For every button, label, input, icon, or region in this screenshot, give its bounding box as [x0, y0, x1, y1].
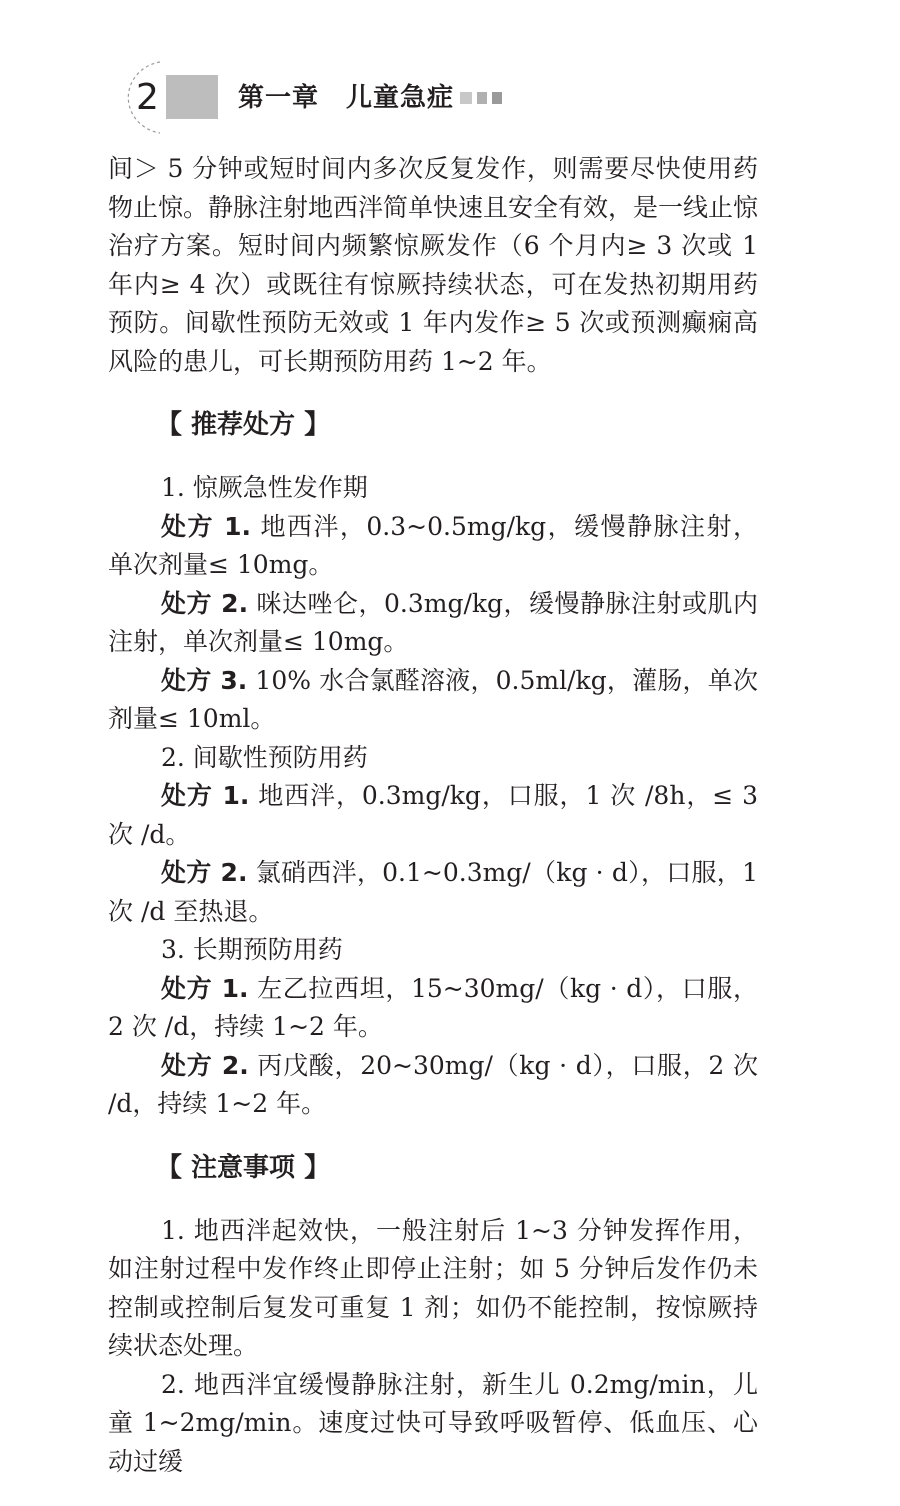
group-title: 1. 惊厥急性发作期 [161, 473, 368, 502]
page-number: 2 [136, 77, 159, 118]
note-item: 2. 地西泮宜缓慢静脉注射，新生儿 0.2mg/min，儿童 1~2mg/min。速度过快可导致呼吸暂停、低血压、心动过缓 [108, 1369, 758, 1476]
prescription-item [108, 970, 758, 1047]
square-2 [477, 92, 487, 104]
prescription-label: 处方 1. [161, 511, 252, 541]
page-body [108, 150, 758, 1481]
prescription-item [108, 508, 758, 585]
square-3 [492, 92, 502, 104]
prescription-item [108, 662, 758, 739]
prescription-label: 处方 2. [161, 858, 248, 887]
section-heading-notes: 【 注意事项 】 [156, 1152, 331, 1183]
prescription-text: 地西泮，0.3mg/kg，口服，1 次 /8h，≤ 3 次 /d。 [108, 781, 758, 849]
header-gray-tab [166, 75, 218, 119]
prescription-text: 丙戊酸，20~30mg/（kg · d），口服，2 次 /d，持续 1~2 年。 [108, 1050, 758, 1118]
group-title: 3. 长期预防用药 [161, 935, 343, 964]
prescription-text: 10% 水合氯醛溶液，0.5ml/kg，灌肠，单次剂量≤ 10ml。 [108, 665, 758, 733]
prescription-label: 处方 2. [161, 1050, 249, 1080]
prescription-text: 氯硝西泮，0.1~0.3mg/（kg · d），口服，1 次 /d 至热退。 [108, 858, 758, 926]
prescription-text: 地西泮，0.3~0.5mg/kg，缓慢静脉注射，单次剂量≤ 10mg。 [108, 511, 758, 579]
square-1 [460, 92, 472, 104]
section-heading-prescription: 【 推荐处方 】 [156, 410, 331, 440]
prescription-text: 左乙拉西坦，15~30mg/（kg · d），口服，2 次 /d，持续 1~2 年。 [108, 973, 758, 1041]
intro-paragraph: 间＞ 5 分钟或短时间内多次反复发作，则需要尽快使用药物止惊。静脉注射地西泮简单快速且安全有效，是一线止惊治疗方案。短时间内频繁惊厥发作（6 个月内≥ 3 次或 1 年内≥ 4 次）或既往有惊厥持续状态，可在发热初期用药预防。间歇性预防无效或 1 年内发作≥ 5 次或预测癫痫高风险的患儿，可长期预防用药 1~2 年。 [108, 154, 759, 376]
prescription-text: 咪达唑仑，0.3mg/kg，缓慢静脉注射或肌内注射，单次剂量≤ 10mg。 [108, 588, 758, 656]
running-header [0, 60, 900, 135]
prescription-item [108, 854, 758, 931]
prescription-label: 处方 1. [161, 973, 249, 1003]
chapter-title: 第一章 儿童急症 [238, 83, 455, 113]
prescription-item [108, 585, 758, 662]
note-item: 1. 地西泮起效快，一般注射后 1~3 分钟发挥作用，如注射过程中发作终止即停止注射；如 5 分钟后发作仍未控制或控制后复发可重复 1 剂；如仍不能控制，按惊厥持续状态处理。 [108, 1215, 758, 1360]
prescription-label: 处方 2. [161, 588, 249, 618]
prescription-item [108, 777, 758, 854]
prescription-label: 处方 1. [161, 781, 250, 810]
group-title: 2. 间歇性预防用药 [161, 742, 368, 772]
prescription-item [108, 1047, 758, 1124]
prescription-label: 处方 3. [161, 665, 248, 695]
